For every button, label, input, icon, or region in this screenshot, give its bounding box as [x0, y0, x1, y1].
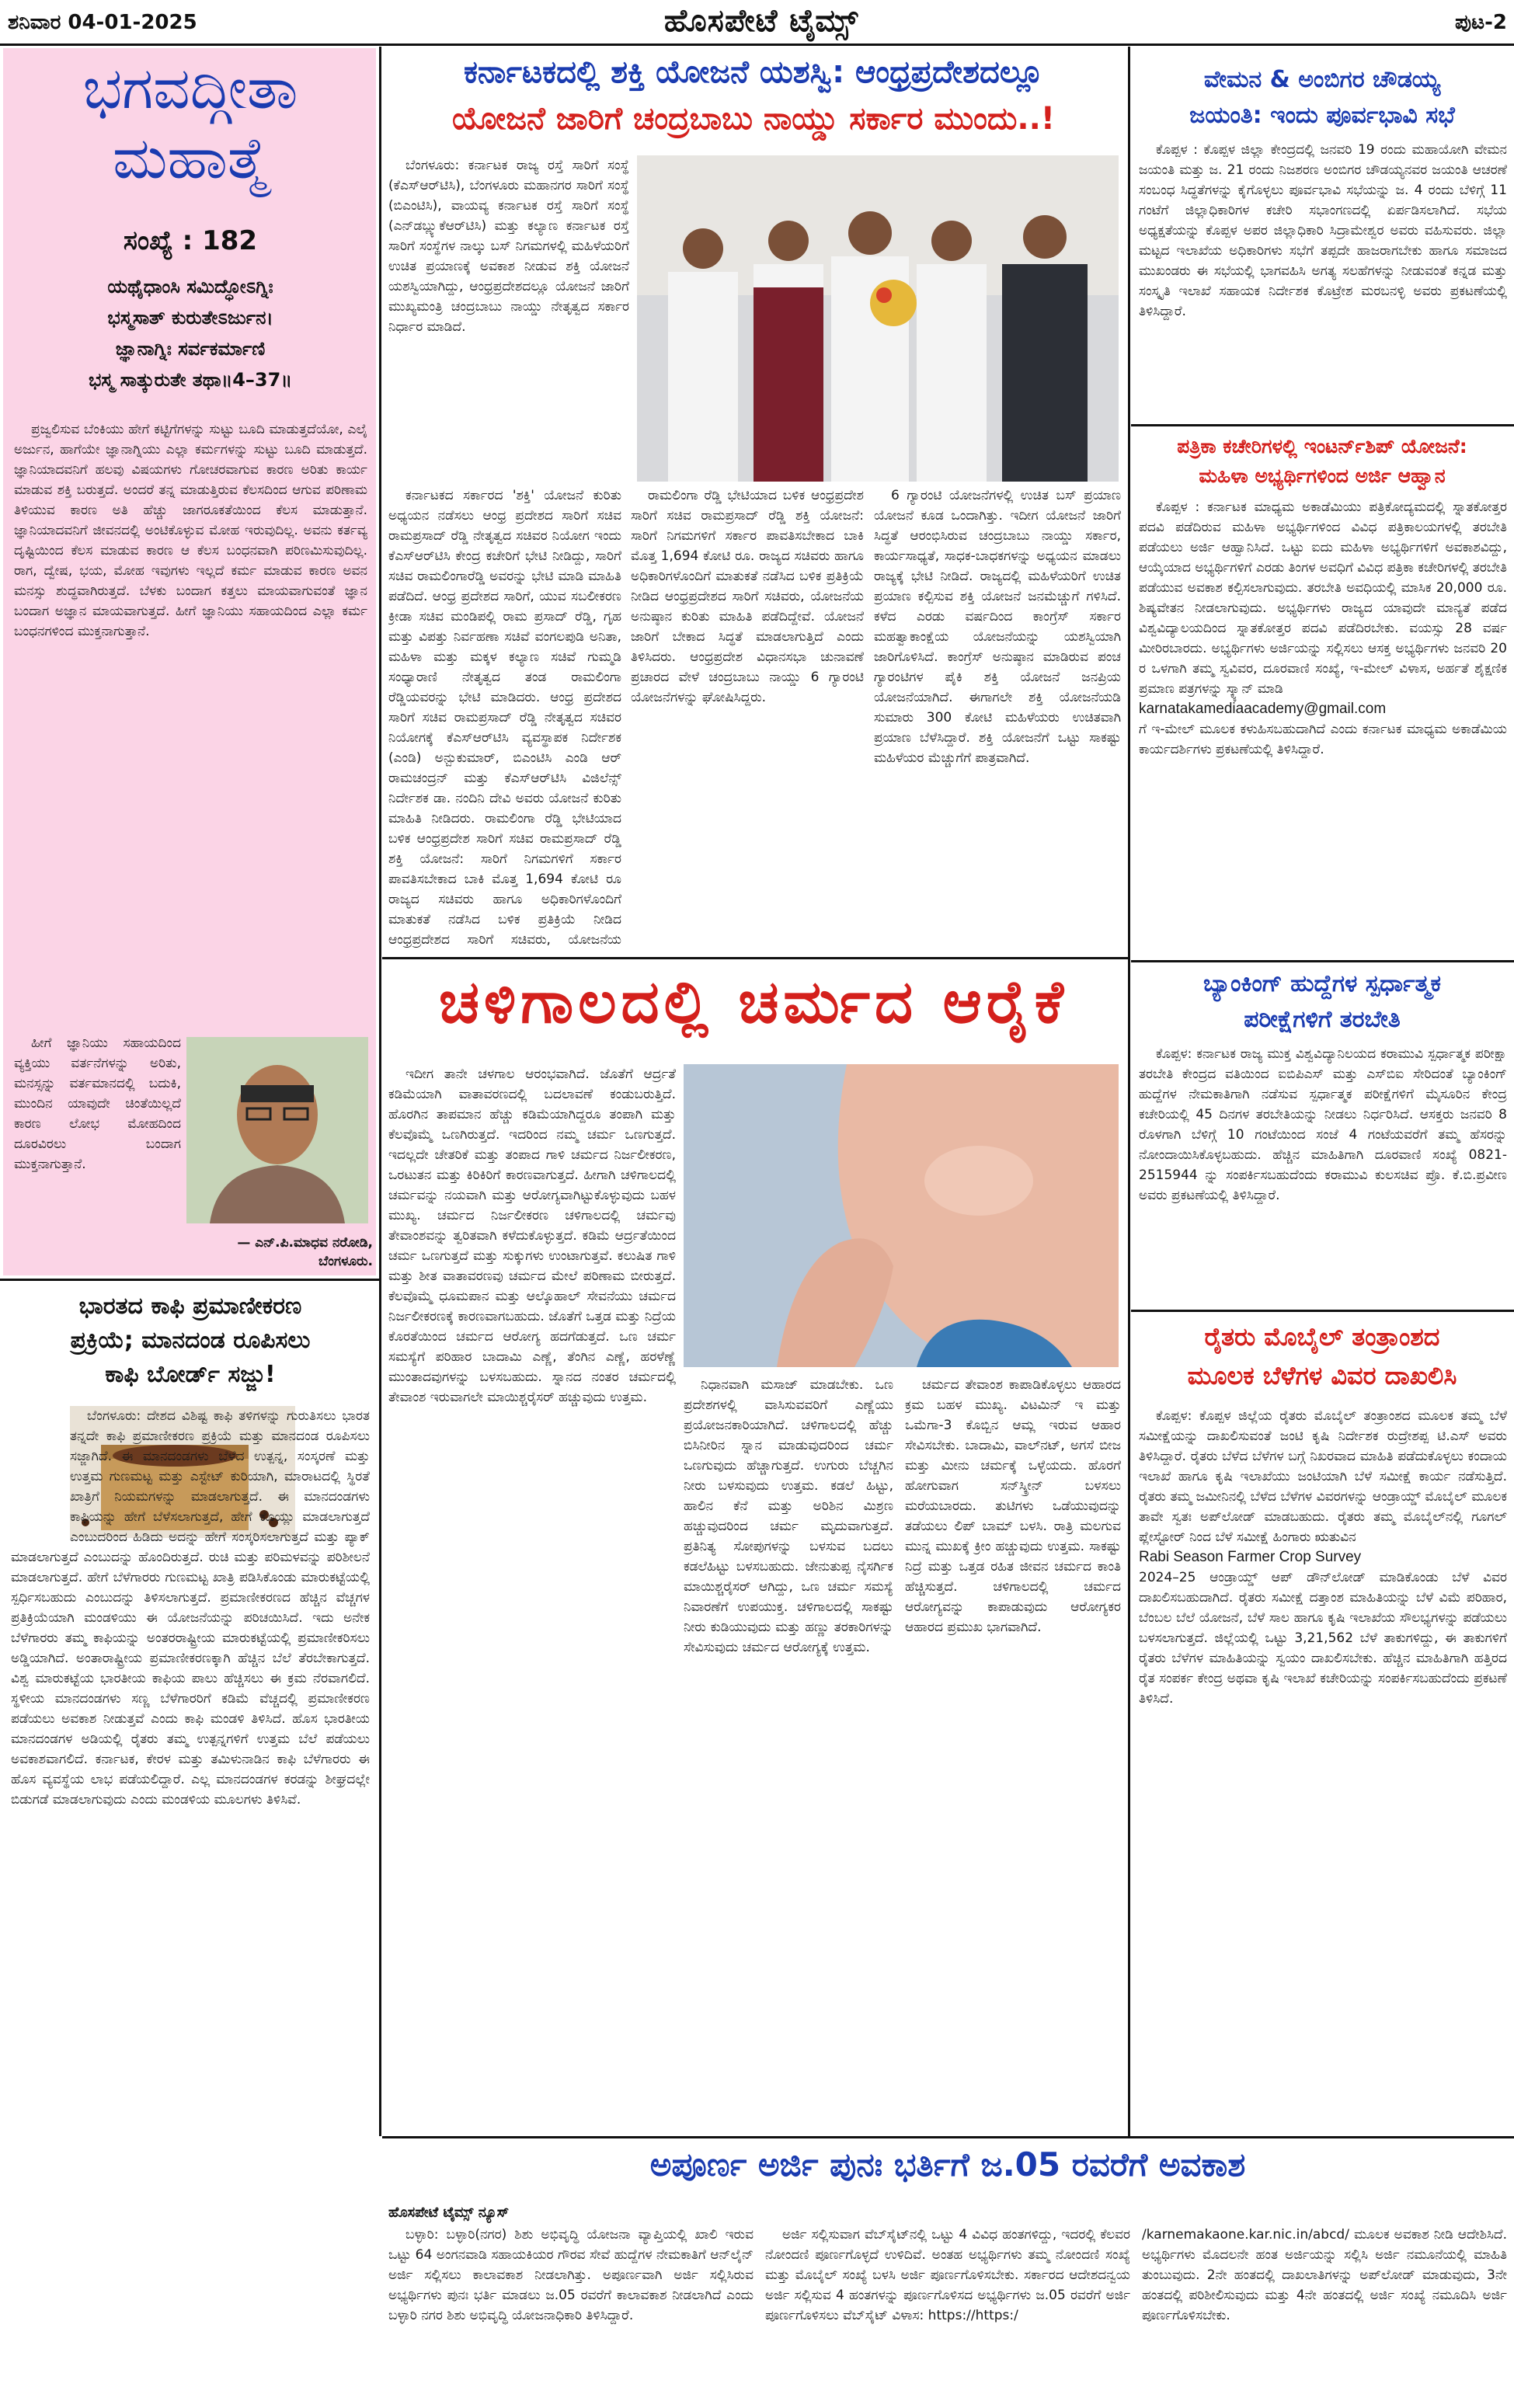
shakti-headline-l1: ಕರ್ನಾಟಕದಲ್ಲಿ ಶಕ್ತಿ ಯೋಜನೆ ಯಶಸ್ವಿ: ಆಂಧ್ರಪ್ರದೇಶದಲ್ಲೂ: [463, 54, 1044, 90]
banking-body: ಕೊಪ್ಪಳ: ಕರ್ನಾಟಕ ರಾಜ್ಯ ಮುಕ್ತ ವಿಶ್ವವಿದ್ಯಾನಿಲಯದ ಕರಾಮುವಿ ಸ್ಪರ್ಧಾತ್ಮಕ ಪರೀಕ್ಷಾ ತರಬೇತಿ ಕೇಂದ್ರದ ವತಿಯಿಂದ ಐಬಿಪಿಎಸ್ ಮತ್ತು ಎಸ್‌ಬಿಐ ಸೇರಿದಂತೆ ಬ್ಯಾಂಕಿಂಗ್ ಹುದ್ದೆಗಳ ನೇಮಕಾತಿಗಾಗಿ ನಡೆಸುವ ಸ್ಪರ್ಧಾತ್ಮಕ ಪರೀಕ್ಷೆಗಳಿಗೆ ಮೈಸೂರಿನ ಕೇಂದ್ರ ಕಚೇರಿಯಲ್ಲಿ 45 ದಿನಗಳ ತರಬೇತಿಯನ್ನು ನೀಡಲು ನಿರ್ಧರಿಸಿದೆ. ಆಸಕ್ತರು ಜನವರಿ 8 ರೊಳಗಾಗಿ ಬೆಳಿಗ್ಗೆ 10 ಗಂಟೆಯಿಂದ ಸಂಜೆ 4 ಗಂಟೆಯವರೆಗೆ ತಮ್ಮ ಹೆಸರನ್ನು ನೋಂದಾಯಿಸಿಕೊಳ್ಳಬಹುದು. ಹೆಚ್ಚಿನ ಮಾಹಿತಿಗಾಗಿ ದೂರವಾಣಿ ಸಂಖ್ಯೆ 0821-2515944 ನ್ನು ಸಂಪರ್ಕಿಸಬಹುದೆಂದು ಕರಾಮುವಿ ಕುಲಸಚಿವ ಪ್ರೊ. ಕೆ.ಬಿ.ಪ್ರವೀಣ ಅವರು ಪ್ರಕಟಣೆಯಲ್ಲಿ ತಿಳಿಸಿದ್ದಾರೆ.: [1139, 1046, 1507, 1203]
internship-body: ಕೊಪ್ಪಳ : ಕರ್ನಾಟಕ ಮಾಧ್ಯಮ ಅಕಾಡೆಮಿಯು ಪತ್ರಿಕೋದ್ಯಮದಲ್ಲಿ ಸ್ನಾತಕೋತ್ತರ ಪದವಿ ಪಡೆದಿರುವ ಮಹಿಳಾ ಅಭ್ಯರ್ಥಿಗಳಿಂದ ವಿವಿಧ ಪತ್ರಿಕಾಲಯಗಳಲ್ಲಿ ತರಬೇತಿ ಪಡೆಯಲು ಅರ್ಜಿ ಆಹ್ವಾನಿಸಿದೆ. ಒಟ್ಟು ಐದು ಮಹಿಳಾ ಅಭ್ಯರ್ಥಿಗಳಿಗೆ ಅವಕಾಶವಿದ್ದು, ಆಯ್ಕೆಯಾದ ಅಭ್ಯರ್ಥಿಗಳಿಗೆ ಎರಡು ತಿಂಗಳ ಅವಧಿಗೆ ವಿವಿಧ ಪತ್ರಿಕಾ ಕಚೇರಿಗಳಲ್ಲಿ ತರಬೇತಿ ಪಡೆಯುವ ಅವಕಾಶ ಕಲ್ಪಿಸಲಾಗುವುದು. ತರಬೇತಿ ಅವಧಿಯಲ್ಲಿ ಮಾಸಿಕ 20,000 ರೂ. ಶಿಷ್ಯವೇತನ ನೀಡಲಾಗುವುದು. ಅಭ್ಯರ್ಥಿಗಳು ರಾಜ್ಯದ ಯಾವುದೇ ಮಾನ್ಯತೆ ಪಡೆದ ವಿಶ್ವವಿದ್ಯಾಲಯದಿಂದ ಸ್ನಾತಕೋತ್ತರ ಪದವಿ ಪಡೆದಿರಬೇಕು. ವಯಸ್ಸು 28 ವರ್ಷ ಮೀರಿರಬಾರದು. ಅಭ್ಯರ್ಥಿಗಳು ಅರ್ಜಿಯನ್ನು ಸಲ್ಲಿಸಲು ಆಸಕ್ತ ಅಭ್ಯರ್ಥಿಗಳು ಜನವರಿ 20 ರ ಒಳಗಾಗಿ ತಮ್ಮ ಸ್ವವಿವರ, ದೂರವಾಣಿ ಸಂಖ್ಯೆ, ಇ-ಮೇಲ್ ವಿಳಾಸ, ಅರ್ಹತೆ ಶೈಕ್ಷಣಿಕ ಪ್ರಮಾಣ ಪತ್ರಗಳನ್ನು ಸ್ಕ್ಯಾನ್ ಮಾಡಿ karnatakamediaacademy@gmail.com ಗೆ ಇ-ಮೇಲ್ ಮೂಲಕ ಕಳುಹಿಸಬಹುದಾಗಿದೆ ಎಂದು ಕರ್ನಾಟಕ ಮಾಧ್ಯಮ ಅಕಾಡೆಮಿಯ ಕಾರ್ಯದರ್ಶಿಗಳು ಪ್ರಕಟಣೆಯಲ್ಲಿ ತಿಳಿಸಿದ್ದಾರೆ.: [1139, 499, 1507, 757]
vemana-headline-l2: ಜಯಂತಿ: ಇಂದು ಪೂರ್ವಭಾವಿ ಸಭೆ: [1189, 102, 1455, 129]
author-photo: [186, 1037, 368, 1223]
dry-skin-face-photo-icon: [684, 1064, 1119, 1367]
author-portrait-icon: [186, 1037, 368, 1223]
coffee-headline-l2: ಪ್ರಕ್ರಿಯೆ; ಮಾನದಂಡ ರೂಪಿಸಲು: [70, 1327, 311, 1354]
gita-author-place: ಬೆಂಗಳೂರು.: [318, 1254, 373, 1269]
banking-headline-l2: ಪರೀಕ್ಷೆಗಳಿಗೆ ತರಬೇತಿ: [1244, 1006, 1401, 1033]
gita-shloka-l2: ಭಸ್ಮಸಾತ್ ಕುರುತೇಽರ್ಜುನ।: [107, 307, 273, 329]
coffee-body: ಬೆಂಗಳೂರು: ದೇಶದ ವಿಶಿಷ್ಟ ಕಾಫಿ ತಳಿಗಳನ್ನು ಗುರುತಿಸಲು ಭಾರತ ತನ್ನದೇ ಕಾಫಿ ಪ್ರಮಾಣೀಕರಣ ಪ್ರಕ್ರಿಯೆ ಮತ್ತು ಮಾನದಂಡ ರೂಪಿಸಲು ಸಜ್ಜಾಗಿದೆ. ಈ ಮಾನದಂಡಗಳು ಬೆಳೆದ ಉತ್ಪನ್ನ, ಸಂಸ್ಕರಣೆ ಮತ್ತು ಉತ್ತಮ ಗುಣಮಟ್ಟ ಮತ್ತು ಎಸ್ಟೇಟ್ ಕುರಿಯಾಗಿ, ಮಾರಾಟದಲ್ಲಿ ಸ್ಥಿರತೆ ಖಾತ್ರಿಗೆ ನಿಯಮಗಳನ್ನು ಮಾಡಲಾಗುತ್ತದೆ. ಈ ಮಾನದಂಡಗಳು ಕಾಫಿಯನ್ನು ಹೇಗೆ ಬೆಳೆಸಲಾಗುತ್ತದೆ, ಹೇಗೆ ಕೊಯ್ಲು ಮಾಡಲಾಗುತ್ತದೆ ಎಂಬುದರಿಂದ ಹಿಡಿದು ಅದನ್ನು ಹೇಗೆ ಸಂಸ್ಕರಿಸಲಾಗುತ್ತದೆ ಮತ್ತು ಪ್ಯಾಕ್ ಮಾಡಲಾಗುತ್ತದೆ ಎಂಬುದನ್ನು ಹೊಂದಿರುತ್ತದೆ. ರುಚಿ ಮತ್ತು ಪರಿಮಳವನ್ನು ಪರಿಶೀಲನೆ ಮಾಡಲಾಗುತ್ತದೆ. ಹೇಗೆ ಬೆಳೆಗಾರರು ಗುಣಮಟ್ಟ ಖಾತ್ರಿ ಪಡಿಸಿಕೊಂಡು ಮಾರುಕಟ್ಟೆಯಲ್ಲಿ ಸ್ಪರ್ಧಿಸಬಹುದು ಎಂಬುದನ್ನು ತಿಳಿಸಲಾಗುತ್ತದೆ. ಪ್ರಮಾಣೀಕರಣದ ಹೆಚ್ಚಿನ ವೆಚ್ಚಗಳ ಪ್ರತಿಕ್ರಿಯೆಯಾಗಿ ಮಂಡಳಿಯು ಈ ಯೋಜನೆಯನ್ನು ಪರಿಚಯಿಸಿದೆ. ಇದು ಅನೇಕ ಬೆಳೆಗಾರರು ತಮ್ಮ ಕಾಫಿಯನ್ನು ಅಂತರರಾಷ್ಟ್ರೀಯ ಮಾರುಕಟ್ಟೆಯಲ್ಲಿ ಪ್ರಮಾಣೀಕರಿಸಲು ಅಡ್ಡಿಯಾಗಿದೆ. ಅಂತಾರಾಷ್ಟ್ರೀಯ ಪ್ರಮಾಣೀಕರಣಕ್ಕಾಗಿ ಹೆಚ್ಚಿನ ಬೆಲೆ ತೆರಬೇಕಾಗುತ್ತದೆ. ವಿಶ್ವ ಮಾರುಕಟ್ಟೆಯ ಭಾರತೀಯ ಕಾಫಿಯ ಪಾಲು ಹೆಚ್ಚಿಸಲು ಈ ಕ್ರಮ ನೆರವಾಗಲಿದೆ. ಸ್ಥಳೀಯ ಮಾನದಂಡಗಳು ಸಣ್ಣ ಬೆಳೆಗಾರರಿಗೆ ಕಡಿಮೆ ವೆಚ್ಚದಲ್ಲಿ ಪ್ರಮಾಣೀಕರಣ ಪಡೆಯಲು ಅವಕಾಶ ನೀಡುತ್ತವೆ ಎಂದು ಕಾಫಿ ಮಂಡಳಿ ತಿಳಿಸಿದೆ. ಹೊಸ ಭಾರತೀಯ ಮಾನದಂಡಗಳ ಅಡಿಯಲ್ಲಿ ರೈತರು ತಮ್ಮ ಉತ್ಪನ್ನಗಳಿಗೆ ಉತ್ತಮ ಬೆಲೆ ಪಡೆಯಲು ಅವಕಾಶವಾಗಲಿದೆ. ಕರ್ನಾಟಕ, ಕೇರಳ ಮತ್ತು ತಮಿಳುನಾಡಿನ ಕಾಫಿ ಬೆಳೆಗಾರರು ಈ ಹೊಸ ವ್ಯವಸ್ಥೆಯ ಲಾಭ ಪಡೆಯಲಿದ್ದಾರೆ. ಎಲ್ಲ ಮಾನದಂಡಗಳ ಕರಡನ್ನು ಶೀಘ್ರದಲ್ಲೇ ಬಿಡುಗಡೆ ಮಾಡಲಾಗುವುದು ಎಂದು ಮಂಡಳಿಯ ಮೂಲಗಳು ತಿಳಿಸಿವೆ.: [11, 1408, 370, 1808]
farmers-headline-l2: ಮೂಲಕ ಬೆಳೆಗಳ ವಿವರ ದಾಖಲಿಸಿ: [1187, 1361, 1457, 1390]
bottom-col2: ಅರ್ಜಿ ಸಲ್ಲಿಸುವಾಗ ವೆಬ್‌ಸೈಟ್‌ನಲ್ಲಿ ಒಟ್ಟು 4 ವಿವಿಧ ಹಂತಗಳಿದ್ದು, ಇದರಲ್ಲಿ ಕೆಲವರ ನೋಂದಣಿ ಪೂರ್ಣಗೊಳ್ಳದೆ ಉಳಿದಿವೆ. ಅಂತಹ ಅಭ್ಯರ್ಥಿಗಳು ತಮ್ಮ ನೋಂದಣಿ ಸಂಖ್ಯೆ ಮತ್ತು ಮೊಬೈಲ್ ಸಂಖ್ಯೆ ಬಳಸಿ ಅರ್ಜಿ ಪೂರ್ಣಗೊಳಿಸಬೇಕು. ಸರ್ಕಾರದ ಆದೇಶದನ್ವಯ ಅರ್ಜಿ ಸಲ್ಲಿಸುವ 4 ಹಂತಗಳನ್ನು ಪೂರ್ಣಗೊಳಿಸದ ಅಭ್ಯರ್ಥಿಗಳು ಜ.05 ರವರೆಗೆ ಅರ್ಜಿ ಪೂರ್ಣಗೊಳಿಸಲು ವೆಬ್‌ಸೈಟ್ ವಿಳಾಸ: https://https:/: [765, 2227, 1130, 2323]
farmers-top-rule: [1131, 1310, 1514, 1312]
coffee-top-rule: [0, 1279, 379, 1281]
internship-top-rule: [1131, 424, 1514, 426]
coffee-headline-l3: ಕಾಫಿ ಬೋರ್ಡ್ ಸಜ್ಜು!: [105, 1361, 276, 1388]
bottom-top-rule: [382, 2136, 1514, 2138]
gita-title-line1: ಭಗವದ್ಗೀತಾ: [82, 55, 298, 122]
shakti-photo: [637, 155, 1119, 482]
internship-headline: [1136, 432, 1509, 491]
gita-body-continued: ಹೀಗೆ ಜ್ಞಾನಿಯು ಸಹಾಯದಿಂದ ವ್ಯಕ್ತಿಯು ವರ್ತನೆಗಳನ್ನು ಅರಿತು, ಮನಸ್ಸನ್ನು ವರ್ತಮಾನದಲ್ಲಿ ಬದುಕಿ, ಮುಂದಿನ ಯಾವುದೇ ಚಿಂತೆಯಿಲ್ಲದೆ ಕಾರಣ ಲೋಭ ಮೋಹದಿಂದ ದೂರವಿರಲು ಬಂದಾಗ ಮುಕ್ತನಾಗುತ್ತಾನೆ.: [14, 1035, 181, 1172]
coffee-headline: [8, 1289, 373, 1392]
banking-top-rule: [1131, 960, 1514, 962]
bottom-col1: ಬಳ್ಳಾರಿ: ಬಳ್ಳಾರಿ(ನಗರ) ಶಿಶು ಅಭಿವೃದ್ಧಿ ಯೋಜನಾ ವ್ಯಾಪ್ತಿಯಲ್ಲಿ ಖಾಲಿ ಇರುವ ಒಟ್ಟು 64 ಅಂಗನವಾಡಿ ಸಹಾಯಕಿಯರ ಗೌರವ ಸೇವೆ ಹುದ್ದೆಗಳ ನೇಮಕಾತಿಗೆ ಆನ್‌ಲೈನ್ ಅರ್ಜಿ ಸಲ್ಲಿಸಲು ಕಾಲಾವಕಾಶ ನೀಡಲಾಗಿತ್ತು. ಅಪೂರ್ಣವಾಗಿ ಅರ್ಜಿ ಸಲ್ಲಿಸಿರುವ ಅಭ್ಯರ್ಥಿಗಳು ಪುನಃ ಭರ್ತಿ ಮಾಡಲು ಜ.05 ರವರೆಗೆ ಕಾಲಾವಕಾಶ ನೀಡಲಾಗಿದೆ ಎಂದು ಬಳ್ಳಾರಿ ನಗರ ಶಿಶು ಅಭಿವೃದ್ಧಿ ಯೋಜನಾಧಿಕಾರಿ ತಿಳಿಸಿದ್ದಾರೆ.: [388, 2227, 754, 2323]
vemana-headline-l1: ವೇಮನ & ಅಂಬಿಗರ ಚೌಡಯ್ಯ: [1203, 66, 1441, 93]
skin-body-left: ಇದೀಗ ತಾನೇ ಚಳಗಾಲ ಆರಂಭವಾಗಿದೆ. ಜೊತೆಗೆ ಆರ್ದ್ರತೆ ಕಡಿಮೆಯಾಗಿ ವಾತಾವರಣದಲ್ಲಿ ಬದಲಾವಣೆ ಕಂಡುಬರುತ್ತಿದೆ. ಹೊರಗಿನ ತಾಪಮಾನ ಹೆಚ್ಚು ಕಡಿಮೆಯಾಗಿದ್ದರೂ ತಂಪಾಗಿ ಮತ್ತು ಕೆಲವೊಮ್ಮೆ ಒಣಗಿರುತ್ತದೆ. ಇದರಿಂದ ನಮ್ಮ ಚರ್ಮ ಒಣಗುತ್ತದೆ. ಇದಲ್ಲದೇ ಚೇತರಿಕೆ ಮತ್ತು ತಂಪಾದ ಗಾಳಿ ಚರ್ಮದ ನಿರ್ಜಲೀಕರಣ, ಒರಟುತನ ಮತ್ತು ಕಿರಿಕಿರಿಗೆ ಕಾರಣವಾಗುತ್ತದೆ. ಹೀಗಾಗಿ ಚಳಿಗಾಲದಲ್ಲಿ ಚರ್ಮವನ್ನು ನಯವಾಗಿ ಮತ್ತು ಆರೋಗ್ಯವಾಗಿಟ್ಟುಕೊಳ್ಳುವುದು ಬಹಳ ಮುಖ್ಯ. ಚರ್ಮದ ನಿರ್ಜಲೀಕರಣ ಚಳಿಗಾಲದಲ್ಲಿ ಚರ್ಮವು ತೇವಾಂಶವನ್ನು ತ್ವರಿತವಾಗಿ ಕಳೆದುಕೊಳ್ಳುತ್ತದೆ. ಕಡಿಮೆ ಆರ್ದ್ರತೆಯಿಂದ ಚರ್ಮ ಒಣಗುತ್ತದೆ ಮತ್ತು ಸುಕ್ಕುಗಳು ಉಂಟಾಗುತ್ತವೆ. ಕಲುಷಿತ ಗಾಳಿ ಮತ್ತು ಶೀತ ವಾತಾವರಣವು ಚರ್ಮದ ಮೇಲೆ ಪರಿಣಾಮ ಬೀರುತ್ತದೆ. ಕೆಲವೊಮ್ಮೆ ಧೂಮಪಾನ ಮತ್ತು ಆಲ್ಕೊಹಾಲ್ ಸೇವನೆಯು ಚರ್ಮದ ನಿರ್ಜಲೀಕರಣಕ್ಕೆ ಕಾರಣವಾಗಬಹುದು. ಜೊತೆಗೆ ಒತ್ತಡ ಮತ್ತು ನಿದ್ರೆಯ ಕೊರತೆಯಿಂದ ಚರ್ಮದ ಆರೋಗ್ಯ ಹದಗೆಡುತ್ತದೆ. ಒಣ ಚರ್ಮ ಸಮಸ್ಯೆಗೆ ಪರಿಹಾರ ಬಾದಾಮಿ ಎಣ್ಣೆ, ತೆಂಗಿನ ಎಣ್ಣೆ, ಹರಳೆಣ್ಣೆ ಮುಂತಾದವುಗಳನ್ನು ಬಳಸಬಹುದು. ಸ್ನಾನದ ನಂತರ ಚರ್ಮದಲ್ಲಿ ತೇವಾಂಶ ಇರುವಾಗಲೇ ಮಾಯಿಶ್ಚರೈಸರ್ ಹಚ್ಚುವುದು ಉತ್ತಮ.: [388, 1067, 676, 1405]
gita-body: ಪ್ರಜ್ವಲಿಸುವ ಬೆಂಕಿಯು ಹೇಗೆ ಕಟ್ಟಿಗೆಗಳನ್ನು ಸುಟ್ಟು ಬೂದಿ ಮಾಡುತ್ತದೆಯೋ, ಎಲೈ ಅರ್ಜುನ, ಹಾಗೆಯೇ ಜ್ಞಾನಾಗ್ನಿಯು ಎಲ್ಲಾ ಕರ್ಮಗಳನ್ನು ಸುಟ್ಟು ಬೂದಿ ಮಾಡುತ್ತದೆ. ಜ್ಞಾನಿಯಾದವನಿಗೆ ಹಲವು ವಿಷಯಗಳು ಗೋಚರವಾಗುವ ಕಾರಣ ಅರಿತು ಕಾರ್ಯ ಮಾಡುವ ಶಕ್ತಿ ಬರುತ್ತದೆ. ಅಂದರೆ ತನ್ನ ಮಾಡುತ್ತಿರುವ ಕೆಲಸದಿಂದ ಆಗುವ ಪರಿಣಾಮ ತಿಳಿಯುವ ಕಾರಣ ಅತಿ ಹೆಚ್ಚು ಜಾಗರೂಕತೆಯಿಂದ ಕೆಲಸ ಮಾಡುತ್ತಾನೆ. ಜ್ಞಾನಿಯಾದವನಿಗೆ ಜೀವನದಲ್ಲಿ ಅಂಟಿಕೊಳ್ಳುವ ಮೋಹ ಇರುವುದಿಲ್ಲ. ಅವನು ಕರ್ತವ್ಯ ದೃಷ್ಟಿಯಿಂದ ಕೆಲಸ ಮಾಡುವ ಕಾರಣ ಆ ಕೆಲಸ ಬಂಧನವಾಗಿ ಪರಿಣಮಿಸುವುದಿಲ್ಲ. ರಾಗ, ದ್ವೇಷ, ಭಯ, ಮೋಹ ಇವುಗಳು ಇಲ್ಲದೆ ಕರ್ಮ ಮಾಡುವ ಕಾರಣ ಅವನ ಮನಸ್ಸು ಶುದ್ಧವಾಗಿರುತ್ತದೆ. ಬೆಳಕು ಬಂದಾಗ ಕತ್ತಲು ಮಾಯವಾಗುವಂತೆ ಜ್ಞಾನ ಬಂದಾಗ ಅಜ್ಞಾನ ಮಾಯವಾಗುತ್ತದೆ. ಹೀಗೆ ಜ್ಞಾನಿಯು ಸಹಾಯದಿಂದ ಎಲ್ಲಾ ಕರ್ಮ ಬಂಧನಗಳಿಂದ ಮುಕ್ತನಾಗುತ್ತಾನೆ.: [14, 422, 367, 639]
bottom-byline: ಹೊಸಪೇಟೆ ಟೈಮ್ಸ್ ನ್ಯೂಸ್: [388, 2204, 510, 2221]
vemana-headline: [1136, 62, 1509, 134]
farmers-headline: [1136, 1317, 1509, 1395]
farmers-app-name: Rabi Season Farmer Crop Survey: [1139, 1549, 1362, 1565]
masthead-title: ಹೊಸಪೇಟೆ ಟೈಮ್ಸ್: [663, 3, 859, 39]
bottom-headline: ಅಪೂರ್ಣ ಅರ್ಜಿ ಪುನಃ ಭರ್ತಿಗೆ ಜ.05 ರವರೆಗೆ ಅವಕಾಶ: [649, 2145, 1246, 2184]
coffee-headline-l1: ಭಾರತದ ಕಾಫಿ ಪ್ರಮಾಣೀಕರಣ: [78, 1293, 302, 1320]
issue-date: ಶನಿವಾರ 04-01-2025: [8, 11, 197, 34]
shakti-body-top: ಬೆಂಗಳೂರು: ಕರ್ನಾಟಕ ರಾಜ್ಯ ರಸ್ತೆ ಸಾರಿಗೆ ಸಂಸ್ಥೆ (ಕೆಎಸ್‌ಆರ್‌ಟಿಸಿ), ಬೆಂಗಳೂರು ಮಹಾನಗರ ಸಾರಿಗೆ ಸಂಸ್ಥೆ (ಬಿಎಂಟಿಸಿ), ವಾಯವ್ಯ ಕರ್ನಾಟಕ ರಸ್ತೆ ಸಾರಿಗೆ ಸಂಸ್ಥೆ (ಎನ್‌ಡಬ್ಲ್ಯುಕೆಆರ್‌ಟಿಸಿ) ಮತ್ತು ಕಲ್ಯಾಣ ಕರ್ನಾಟಕ ರಸ್ತೆ ಸಾರಿಗೆ ಸಂಸ್ಥೆಗಳ ನಾಲ್ಕು ಬಸ್ ನಿಗಮಗಳಲ್ಲಿ ಮಹಿಳೆಯರಿಗೆ ಉಚಿತ ಪ್ರಯಾಣಕ್ಕೆ ಅವಕಾಶ ನೀಡುವ ಶಕ್ತಿ ಯೋಜನೆ ಯಶಸ್ವಿಯಾಗಿದ್ದು, ಆಂಧ್ರಪ್ರದೇಶದಲ್ಲೂ ಯೋಜನೆ ಜಾರಿಗೆ ಮುಖ್ಯಮಂತ್ರಿ ಚಂದ್ರಬಾಬು ನಾಯ್ಡು ನೇತೃತ್ವದ ಸರ್ಕಾರ ನಿರ್ಧಾರ ಮಾಡಿದೆ.: [388, 158, 629, 335]
header-rule: [0, 43, 1514, 46]
gita-shloka-l3: ಜ್ಞಾನಾಗ್ನಿಃ ಸರ್ವಕರ್ಮಾಣಿ: [115, 338, 266, 360]
shakti-headline-l2: ಯೋಜನೆ ಜಾರಿಗೆ ಚಂದ್ರಬಾಬು ನಾಯ್ಡು ಸರ್ಕಾರ ಮುಂದು..!: [451, 101, 1056, 137]
bottom-col3: /karnemakaone.kar.nic.in/abcd/ ಮೂಲಕ ಅವಕಾಶ ನೀಡಿ ಆದೇಶಿಸಿದೆ. ಅಭ್ಯರ್ಥಿಗಳು ಮೊದಲನೇ ಹಂತ ಅರ್ಜಿಯನ್ನು ಸಲ್ಲಿಸಿ ಅರ್ಜಿ ನಮೂನೆಯಲ್ಲಿ ಮಾಹಿತಿ ತುಂಬುವುದು. 2ನೇ ಹಂತದಲ್ಲಿ ದಾಖಲಾತಿಗಳನ್ನು ಅಪ್‌ಲೋಡ್ ಮಾಡುವುದು, 3ನೇ ಹಂತದಲ್ಲಿ ಪರಿಶೀಲಿಸುವುದು ಮತ್ತು 4ನೇ ಹಂತದಲ್ಲಿ ಅರ್ಜಿ ಸಂಖ್ಯೆ ನಮೂದಿಸಿ ಅರ್ಜಿ ಪೂರ್ಣಗೊಳಿಸಬೇಕು.: [1142, 2227, 1507, 2323]
gita-shloka-l4: ಭಸ್ಮ ಸಾತ್ಕುರುತೇ ತಥಾ॥4–37॥: [89, 369, 292, 391]
gita-title-line2: ಮಹಾತ್ಮೆ: [112, 125, 269, 192]
vemana-body: ಕೊಪ್ಪಳ : ಕೊಪ್ಪಳ ಜಿಲ್ಲಾ ಕೇಂದ್ರದಲ್ಲಿ ಜನವರಿ 19 ರಂದು ಮಹಾಯೋಗಿ ವೇಮನ ಜಯಂತಿ ಮತ್ತು ಜ. 21 ರಂದು ನಿಜಶರಣ ಅಂಬಿಗರ ಚೌಡಯ್ಯನವರ ಜಯಂತಿ ಆಚರಣೆ ಸಂಬಂಧ ಸಿದ್ಧತೆಗಳನ್ನು ಕೈಗೊಳ್ಳಲು ಪೂರ್ವಭಾವಿ ಸಭೆಯನ್ನು ಜ. 4 ರಂದು ಬೆಳಿಗ್ಗೆ 11 ಗಂಟೆಗೆ ಜಿಲ್ಲಾಧಿಕಾರಿಗಳ ಕಚೇರಿ ಸಭಾಂಗಣದಲ್ಲಿ ಏರ್ಪಡಿಸಲಾಗಿದೆ. ಸಭೆಯ ಅಧ್ಯಕ್ಷತೆಯನ್ನು ಕೊಪ್ಪಳ ಅಪರ ಜಿಲ್ಲಾಧಿಕಾರಿ ಸಿದ್ರಾಮೇಶ್ವರ ಅವರು ವಹಿಸುವರು. ಜಿಲ್ಲಾ ಮಟ್ಟದ ಇಲಾಖೆಯ ಅಧಿಕಾರಿಗಳು ಸಭೆಗೆ ತಪ್ಪದೇ ಹಾಜರಾಗಬೇಕು ಹಾಗೂ ಸಮಾಜದ ಮುಖಂಡರು ಈ ಸಭೆಯಲ್ಲಿ ಭಾಗವಹಿಸಿ ಅಗತ್ಯ ಸಲಹೆಗಳನ್ನು ನೀಡುವಂತೆ ಕನ್ನಡ ಮತ್ತು ಸಂಸ್ಕೃತಿ ಇಲಾಖೆ ಸಹಾಯಕ ನಿರ್ದೇಶಕ ಕೊಟ್ರೇಶ ಮರಬನಳ್ಳಿ ಅವರು ಪ್ರಕಟಣೆಯಲ್ಲಿ ತಿಳಿಸಿದ್ದಾರೆ.: [1139, 142, 1507, 319]
banking-headline: [1136, 966, 1509, 1038]
shakti-body-right: 6 ಗ್ಯಾರಂಟಿ ಯೋಜನೆಗಳಲ್ಲಿ ಉಚಿತ ಬಸ್ ಪ್ರಯಾಣ ಯೋಜನೆ ಕೂಡ ಒಂದಾಗಿತ್ತು. ಇದೀಗ ಯೋಜನೆ ಜಾರಿಗೆ ಸಿದ್ಧತೆ ಆರಂಭಿಸಿರುವ ಚಂದ್ರಬಾಬು ನಾಯ್ಡು ಸರ್ಕಾರ, ಕಾರ್ಯಸಾಧ್ಯತೆ, ಸಾಧಕ-ಬಾಧಕಗಳನ್ನು ಅಧ್ಯಯನ ಮಾಡಲು ರಾಜ್ಯಕ್ಕೆ ಭೇಟಿ ನೀಡಿದೆ. ರಾಜ್ಯದಲ್ಲಿ ಮಹಿಳೆಯರಿಗೆ ಉಚಿತ ಪ್ರಯಾಣ ಕಲ್ಪಿಸುವ ಶಕ್ತಿ ಯೋಜನೆ ಜನಮೆಚ್ಚುಗೆ ಗಳಿಸಿದೆ. ಕಳೆದ ಎರಡು ವರ್ಷದಿಂದ ಕಾಂಗ್ರೆಸ್ ಸರ್ಕಾರ ಮಹತ್ವಾಕಾಂಕ್ಷೆಯ ಯೋಜನೆಯನ್ನು ಯಶಸ್ವಿಯಾಗಿ ಜಾರಿಗೊಳಿಸಿದೆ. ಕಾಂಗ್ರೆಸ್ ಅನುಷ್ಠಾನ ಮಾಡಿರುವ ಪಂಚ ಗ್ಯಾರಂಟಿಗಳ ಪೈಕಿ ಶಕ್ತಿ ಯೋಜನೆ ಜನಪ್ರಿಯ ಯೋಜನೆಯಾಗಿದೆ. ಈಗಾಗಲೇ ಶಕ್ತಿ ಯೋಜನೆಯಡಿ ಸುಮಾರು 300 ಕೋಟಿ ಮಹಿಳೆಯರು ಉಚಿತವಾಗಿ ಪ್ರಯಾಣ ಬೆಳೆಸಿದ್ದಾರೆ. ಶಕ್ತಿ ಯೋಜನೆಗೆ ಒಟ್ಟು ಸಾಕಷ್ಟು ಮಹಿಳೆಯರ ಮೆಚ್ಚುಗೆಗೆ ಪಾತ್ರವಾಗಿದೆ.: [874, 488, 1121, 766]
skin-photo: [684, 1064, 1119, 1367]
gita-author-name: — ಎನ್.ಪಿ.ಮಾಧವ ನರೋಡಿ,: [237, 1235, 373, 1251]
internship-headline-l2: ಮಹಿಳಾ ಅಭ್ಯರ್ಥಿಗಳಿಂದ ಅರ್ಜಿ ಆಹ್ವಾನ: [1199, 465, 1446, 487]
internship-email[interactable]: karnatakamediaacademy@gmail.com: [1139, 701, 1387, 717]
skin-body-right2: ಚರ್ಮದ ತೇವಾಂಶ ಕಾಪಾಡಿಕೊಳ್ಳಲು ಆಹಾರದ ಕ್ರಮ ಬಹಳ ಮುಖ್ಯ. ವಿಟಮಿನ್ ಇ ಮತ್ತು ಒಮೆಗಾ-3 ಕೊಬ್ಬಿನ ಆಮ್ಲ ಇರುವ ಆಹಾರ ಸೇವಿಸಬೇಕು. ಬಾದಾಮಿ, ವಾಲ್‌ನಟ್, ಅಗಸೆ ಬೀಜ ಮತ್ತು ಮೀನು ಚರ್ಮಕ್ಕೆ ಒಳ್ಳೆಯದು. ಹೊರಗೆ ಹೋಗುವಾಗ ಸನ್‌ಸ್ಕ್ರೀನ್ ಬಳಸಲು ಮರೆಯಬಾರದು. ತುಟಿಗಳು ಒಡೆಯುವುದನ್ನು ತಡೆಯಲು ಲಿಪ್ ಬಾಮ್ ಬಳಸಿ. ರಾತ್ರಿ ಮಲಗುವ ಮುನ್ನ ಮುಖಕ್ಕೆ ಕ್ರೀಂ ಹಚ್ಚುವುದು ಉತ್ತಮ. ಸಾಕಷ್ಟು ನಿದ್ರೆ ಮತ್ತು ಒತ್ತಡ ರಹಿತ ಜೀವನ ಚರ್ಮದ ಕಾಂತಿ ಹೆಚ್ಚಿಸುತ್ತದೆ. ಚಳಿಗಾಲದಲ್ಲಿ ಚರ್ಮದ ಆರೋಗ್ಯವನ್ನು ಕಾಪಾಡುವುದು ಆರೋಗ್ಯಕರ ಆಹಾರದ ಪ್ರಮುಖ ಭಾಗವಾಗಿದೆ.: [905, 1377, 1121, 1635]
page-number: ಪುಟ-2: [1454, 11, 1507, 34]
gita-shloka-l1: ಯಥೈಧಾಂಸಿ ಸಮಿದ್ಧೋಽಗ್ನಿಃ: [107, 276, 273, 298]
skin-headline: ಚಳಿಗಾಲದಲ್ಲಿ ಚರ್ಮದ ಆರೈಕೆ: [438, 967, 1069, 1036]
internship-headline-l1: ಪತ್ರಿಕಾ ಕಚೇರಿಗಳಲ್ಲಿ ಇಂಟರ್ನ್‌ಶಿಪ್ ಯೋಜನೆ:: [1177, 435, 1467, 458]
gita-number: ಸಂಖ್ಯೆ : 182: [123, 225, 258, 256]
shakti-body-mid2: ರಾಮಲಿಂಗಾ ರೆಡ್ಡಿ ಭೇಟಿಯಾದ ಬಳಿಕ ಆಂಧ್ರಪ್ರದೇಶ ಸಾರಿಗೆ ಸಚಿವ ರಾಮಪ್ರಸಾದ್ ರೆಡ್ಡಿ ಶಕ್ತಿ ಯೋಜನೆ: ಸಾರಿಗೆ ನಿಗಮಗಳಿಗೆ ಸರ್ಕಾರ ಪಾವತಿಸಬೇಕಾದ ಬಾಕಿ ಮೊತ್ತ 1,694 ಕೋಟಿ ರೂ. ರಾಜ್ಯದ ಸಚಿವರು ಹಾಗೂ ಅಧಿಕಾರಿಗಳೊಂದಿಗೆ ಮಾತುಕತೆ ನಡೆಸಿದ ಬಳಿಕ ಪ್ರತಿಕ್ರಿಯೆ ನೀಡಿದ ಆಂಧ್ರಪ್ರದೇಶದ ಸಾರಿಗೆ ಸಚಿವರು, ಯೋಜನೆಯ ಅನುಷ್ಠಾನ ಕುರಿತು ಮಾಹಿತಿ ಪಡೆದಿದ್ದೇವೆ. ಯೋಜನೆ ಜಾರಿಗೆ ಬೇಕಾದ ಸಿದ್ಧತೆ ಮಾಡಲಾಗುತ್ತಿದೆ ಎಂದು ತಿಳಿಸಿದರು. ಆಂಧ್ರಪ್ರದೇಶ ವಿಧಾನಸಭಾ ಚುನಾವಣೆ ಪ್ರಚಾರದ ವೇಳೆ ಚಂದ್ರಬಾಬು ನಾಯ್ಡು 6 ಗ್ಯಾರಂಟಿ ಯೋಜನೆಗಳನ್ನು ಘೋಷಿಸಿದ್ದರು.: [631, 488, 864, 705]
shakti-body-mid: ಕರ್ನಾಟಕದ ಸರ್ಕಾರದ 'ಶಕ್ತಿ' ಯೋಜನೆ ಕುರಿತು ಅಧ್ಯಯನ ನಡೆಸಲು ಆಂಧ್ರ ಪ್ರದೇಶದ ಸಾರಿಗೆ ಸಚಿವ ರಾಮಪ್ರಸಾದ್ ರೆಡ್ಡಿ ನೇತೃತ್ವದ ಸಚಿವರ ನಿಯೋಗ ಇಂದು ಕೆಎಸ್‌ಆರ್‌ಟಿಸಿ ಕೇಂದ್ರ ಕಚೇರಿಗೆ ಭೇಟಿ ನೀಡಿದ್ದು, ಸಾರಿಗೆ ಸಚಿವ ರಾಮಲಿಂಗಾರೆಡ್ಡಿ ಅವರನ್ನು ಭೇಟಿ ಮಾಡಿ ಮಾಹಿತಿ ಪಡೆದಿದೆ. ಆಂಧ್ರ ಪ್ರದೇಶದ ಸಾರಿಗೆ, ಯುವ ಸಬಲೀಕರಣ ಕ್ರೀಡಾ ಸಚಿವ ಮಂಡಿಪಲ್ಲಿ ರಾಮ ಪ್ರಸಾದ್ ರೆಡ್ಡಿ, ಗೃಹ ಮತ್ತು ವಿಪತ್ತು ನಿರ್ವಹಣಾ ಸಚಿವೆ ವಂಗಲಪುಡಿ ಅನಿತಾ, ಮಹಿಳಾ ಮತ್ತು ಮಕ್ಕಳ ಕಲ್ಯಾಣ ಸಚಿವೆ ಗುಮ್ಮಡಿ ಸಂಧ್ಯಾರಾಣಿ ನೇತೃತ್ವದ ತಂಡ ರಾಮಲಿಂಗಾ ರೆಡ್ಡಿಯವರನ್ನು ಭೇಟಿ ಮಾಡಿದರು. ಆಂಧ್ರ ಪ್ರದೇಶದ ಸಾರಿಗೆ ಸಚಿವ ರಾಮಪ್ರಸಾದ್ ರೆಡ್ಡಿ ನೇತೃತ್ವದ ಸಚಿವರ ನಿಯೋಗಕ್ಕೆ ಕೆಎಸ್‌ಆರ್‌ಟಿಸಿ ವ್ಯವಸ್ಥಾಪಕ ನಿರ್ದೇಶಕ (ಎಂಡಿ) ಅನ್ಬುಕುಮಾರ್, ಬಿಎಂಟಿಸಿ ಎಂಡಿ ಆರ್ ರಾಮಚಂದ್ರನ್ ಮತ್ತು ಕೆಎಸ್‌ಆರ್‌ಟಿಸಿ ವಿಜಿಲೆನ್ಸ್ ನಿರ್ದೇಶಕ ಡಾ. ನಂದಿನಿ ದೇವಿ ಅವರು ಯೋಜನೆ ಕುರಿತು ಮಾಹಿತಿ ನೀಡಿದರು. ರಾಮಲಿಂಗಾ ರೆಡ್ಡಿ ಭೇಟಿಯಾದ ಬಳಿಕ ಆಂಧ್ರಪ್ರದೇಶ ಸಾರಿಗೆ ಸಚಿವ ರಾಮಪ್ರಸಾದ್ ರೆಡ್ಡಿ ಶಕ್ತಿ ಯೋಜನೆ: ಸಾರಿಗೆ ನಿಗಮಗಳಿಗೆ ಸರ್ಕಾರ ಪಾವತಿಸಬೇಕಾದ ಬಾಕಿ ಮೊತ್ತ 1,694 ಕೋಟಿ ರೂ ರಾಜ್ಯದ ಸಚಿವರು ಹಾಗೂ ಅಧಿಕಾರಿಗಳೊಂದಿಗೆ ಮಾತುಕತೆ ನಡೆಸಿದ ಬಳಿಕ ಪ್ರತಿಕ್ರಿಯೆ ನೀಡಿದ ಆಂಧ್ರಪ್ರದೇಶದ ಸಾರಿಗೆ ಸಚಿವರು, ಯೋಜನೆಯ: [388, 488, 621, 948]
skin-body-right: ನಿಧಾನವಾಗಿ ಮಸಾಜ್ ಮಾಡಬೇಕು. ಒಣ ಪ್ರದೇಶಗಳಲ್ಲಿ ವಾಸಿಸುವವರಿಗೆ ಎಣ್ಣೆಯು ಪ್ರಯೋಜನಕಾರಿಯಾಗಿದೆ. ಚಳಿಗಾಲದಲ್ಲಿ ಹೆಚ್ಚು ಬಿಸಿನೀರಿನ ಸ್ನಾನ ಮಾಡುವುದರಿಂದ ಚರ್ಮ ಒಣಗುವುದು ಹೆಚ್ಚಾಗುತ್ತದೆ. ಉಗುರು ಬೆಚ್ಚಗಿನ ನೀರು ಬಳಸುವುದು ಉತ್ತಮ. ಕಡಲೆ ಹಿಟ್ಟು, ಹಾಲಿನ ಕೆನೆ ಮತ್ತು ಅರಿಶಿನ ಮಿಶ್ರಣ ಹಚ್ಚುವುದರಿಂದ ಚರ್ಮ ಮೃದುವಾಗುತ್ತದೆ. ಪ್ರತಿನಿತ್ಯ ಸೋಪುಗಳನ್ನು ಬಳಸುವ ಬದಲು ಕಡಲೆಹಿಟ್ಟು ಬಳಸಬಹುದು. ಜೇನುತುಪ್ಪ ನೈಸರ್ಗಿಕ ಮಾಯಿಶ್ಚರೈಸರ್ ಆಗಿದ್ದು, ಒಣ ಚರ್ಮ ಸಮಸ್ಯೆ ನಿವಾರಣೆಗೆ ಉಪಯುಕ್ತ. ಚಳಿಗಾಲದಲ್ಲಿ ಸಾಕಷ್ಟು ನೀರು ಕುಡಿಯುವುದು ಮತ್ತು ಹಣ್ಣು ತರಕಾರಿಗಳನ್ನು ಸೇವಿಸುವುದು ಚರ್ಮದ ಆರೋಗ್ಯಕ್ಕೆ ಉತ್ತಮ.: [684, 1377, 893, 1655]
farmers-headline-l1: ರೈತರು ಮೊಬೈಲ್ ತಂತ್ರಾಂಶದ: [1204, 1322, 1440, 1352]
ministers-meeting-photo-icon: [637, 155, 1119, 482]
banking-headline-l1: ಬ್ಯಾಂಕಿಂಗ್ ಹುದ್ದೆಗಳ ಸ್ಪರ್ಧಾತ್ಮಕ: [1202, 970, 1442, 997]
farmers-body: ಕೊಪ್ಪಳ: ಕೊಪ್ಪಳ ಜಿಲ್ಲೆಯ ರೈತರು ಮೊಬೈಲ್ ತಂತ್ರಾಂಶದ ಮೂಲಕ ತಮ್ಮ ಬೆಳೆ ಸಮೀಕ್ಷೆಯನ್ನು ದಾಖಲಿಸುವಂತೆ ಜಂಟಿ ಕೃಷಿ ನಿರ್ದೇಶಕ ರುದ್ರೇಶಪ್ಪ ಟಿ.ಎಸ್ ಅವರು ತಿಳಿಸಿದ್ದಾರೆ. ರೈತರು ಬೆಳೆದ ಬೆಳೆಗಳ ಬಗ್ಗೆ ನಿಖರವಾದ ಮಾಹಿತಿ ಪಡೆದುಕೊಳ್ಳಲು ಕಂದಾಯ ಇಲಾಖೆ ಹಾಗೂ ಕೃಷಿ ಇಲಾಖೆಯು ಜಂಟಿಯಾಗಿ ಬೆಳೆ ಸಮೀಕ್ಷೆ ಕಾರ್ಯ ನಡೆಸುತ್ತಿದೆ. ರೈತರು ತಮ್ಮ ಜಮೀನಿನಲ್ಲಿ ಬೆಳೆದ ಬೆಳೆಗಳ ವಿವರಗಳನ್ನು ಆಂಡ್ರಾಯ್ಡ್ ಮೊಬೈಲ್ ಮೂಲಕ ತಾವೇ ಸ್ವತಃ ಅಪ್‌ಲೋಡ್ ಮಾಡಬಹುದು. ರೈತರು ತಮ್ಮ ಮೊಬೈಲ್‌ನಲ್ಲಿ ಗೂಗಲ್ ಪ್ಲೇಸ್ಟೋರ್ ನಿಂದ ಬೆಳೆ ಸಮೀಕ್ಷೆ ಹಿಂಗಾರು ಋತುವಿನ Rabi Season Farmer Crop Survey 2024–25 ಆಂಡ್ರಾಯ್ಡ್ ಆಪ್ ಡೌನ್‌ಲೋಡ್ ಮಾಡಿಕೊಂಡು ಬೆಳೆ ವಿವರ ದಾಖಲಿಸಬಹುದಾಗಿದೆ. ರೈತರು ಸಮೀಕ್ಷೆ ದತ್ತಾಂಶ ಮಾಹಿತಿಯನ್ನು ಬೆಳೆ ವಿಮೆ ಪರಿಹಾರ, ಬೆಂಬಲ ಬೆಲೆ ಯೋಜನೆ, ಬೆಳೆ ಸಾಲ ಹಾಗೂ ಕೃಷಿ ಇಲಾಖೆಯ ಸೌಲಭ್ಯಗಳನ್ನು ಪಡೆಯಲು ಬಳಸಲಾಗುತ್ತದೆ. ಜಿಲ್ಲೆಯಲ್ಲಿ ಒಟ್ಟು 3,21,562 ಬೆಳೆ ತಾಕುಗಳಿದ್ದು, ಈ ತಾಕುಗಳಿಗೆ ರೈತರು ಬೆಳೆಗಳ ಮಾಹಿತಿಯನ್ನು ಸ್ವಯಂ ದಾಖಲಿಸಬೇಕು. ಹೆಚ್ಚಿನ ಮಾಹಿತಿಗಾಗಿ ಹತ್ತಿರದ ರೈತ ಸಂಪರ್ಕ ಕೇಂದ್ರ ಅಥವಾ ಕೃಷಿ ಇಲಾಖೆ ಕಚೇರಿಯನ್ನು ಸಂಪರ್ಕಿಸಬಹುದೆಂದು ಪ್ರಕಟಣೆ ತಿಳಿಸಿದೆ.: [1139, 1408, 1507, 1707]
column-rule-right: [1128, 47, 1130, 2136]
column-rule-left: [379, 47, 381, 2136]
skin-top-rule: [382, 957, 1128, 959]
